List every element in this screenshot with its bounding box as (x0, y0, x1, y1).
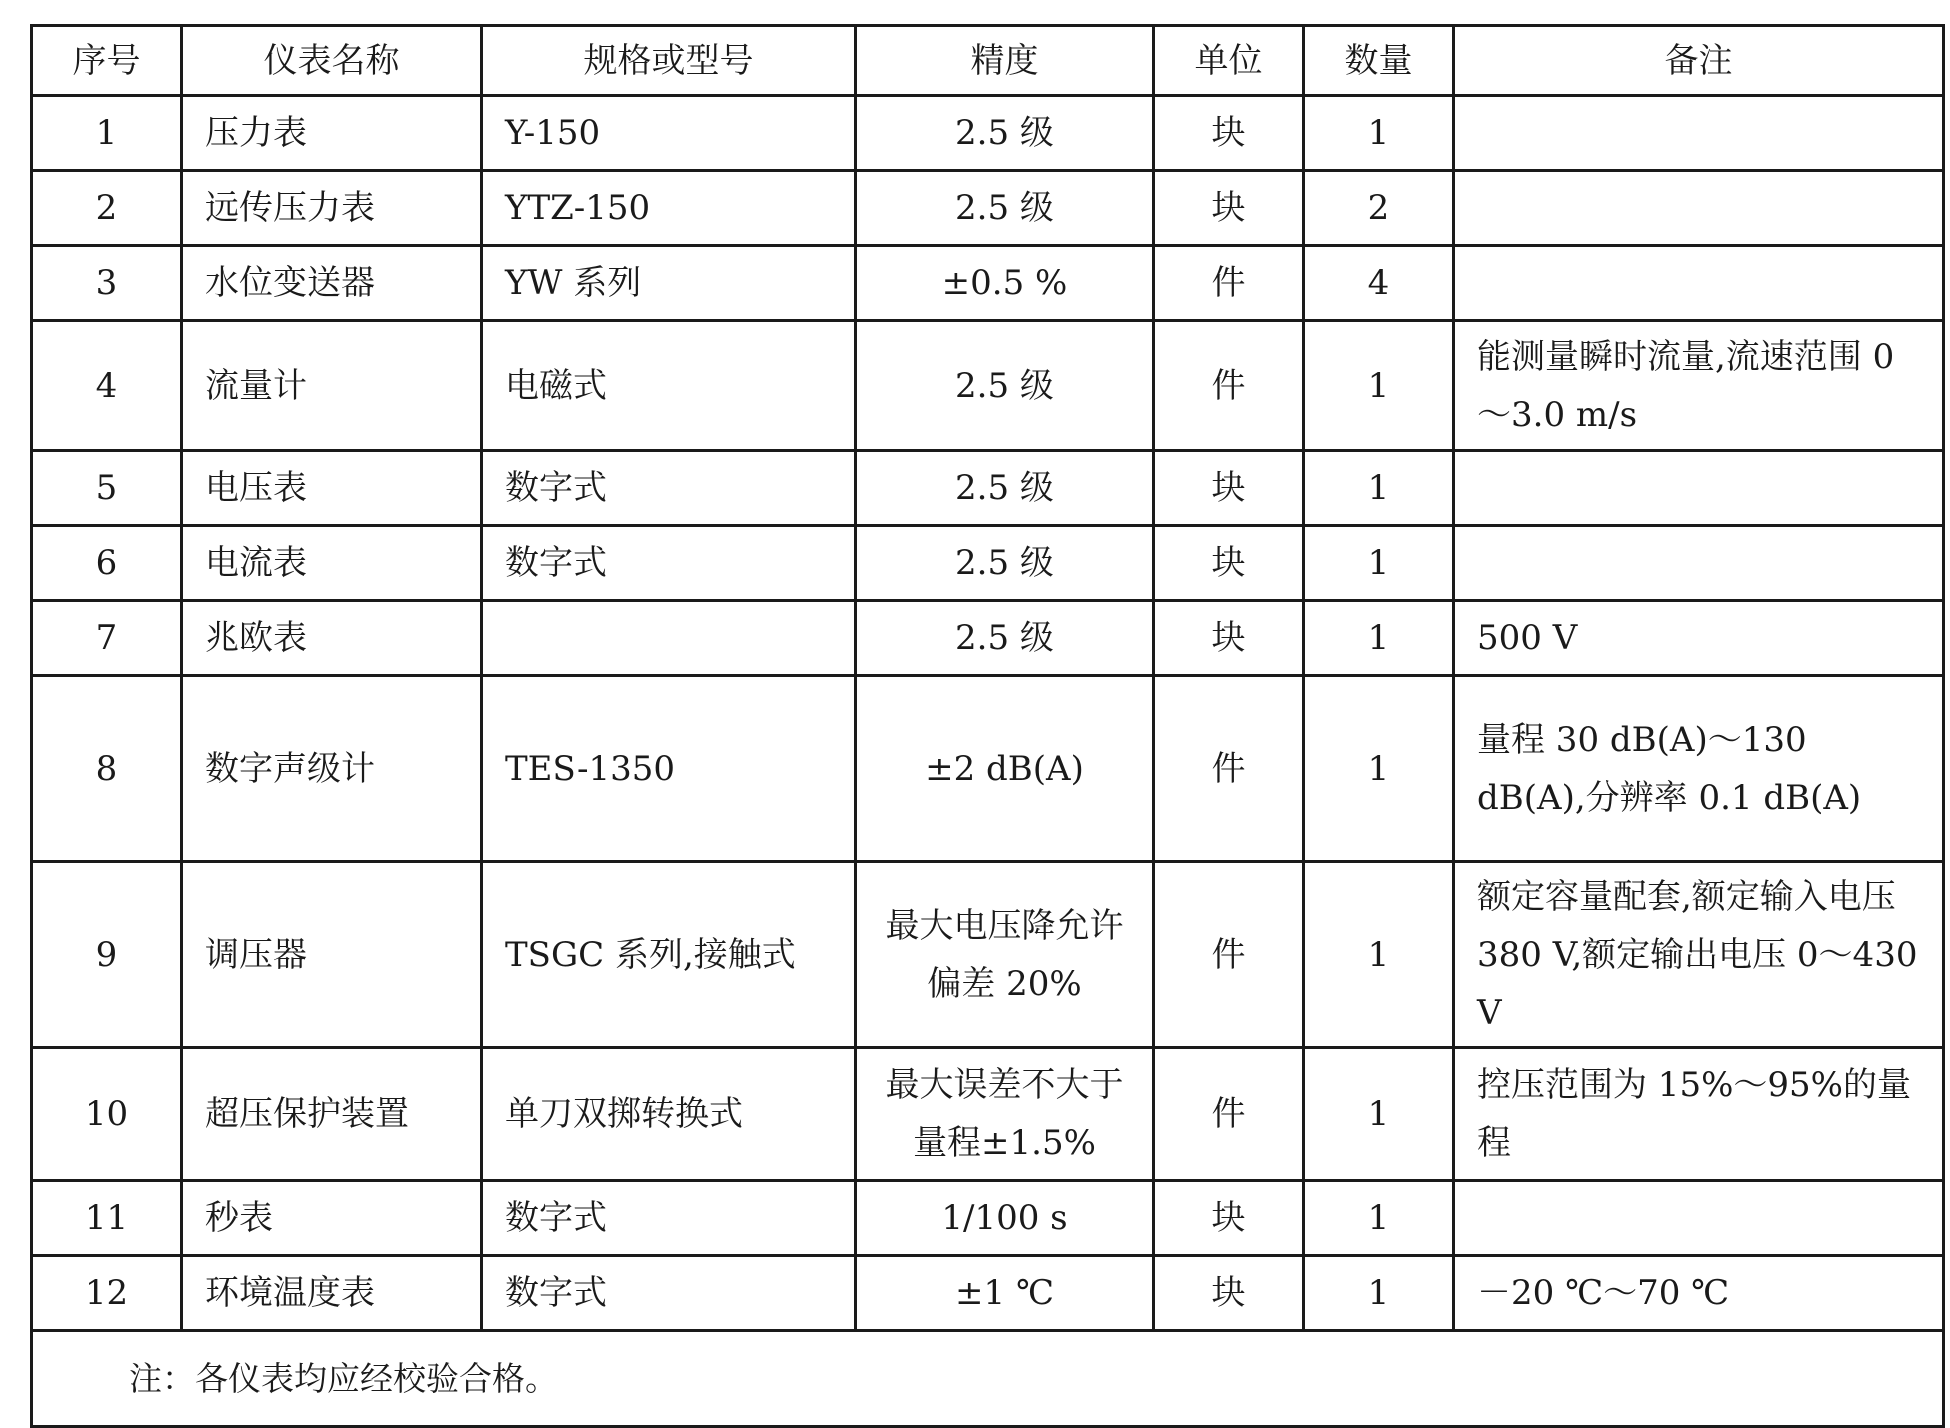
cell-qty: 1 (1304, 1181, 1454, 1256)
cell-spec: 数字式 (482, 1256, 856, 1331)
cell-unit: 块 (1154, 96, 1304, 171)
header-unit: 单位 (1154, 26, 1304, 96)
table-row (32, 1181, 1944, 1256)
cell-accuracy: 2.5 级 (856, 601, 1154, 676)
cell-accuracy: 最大误差不大于量程±1.5% (856, 1048, 1154, 1181)
cell-spec: 单刀双掷转换式 (482, 1048, 856, 1181)
cell-note: 额定容量配套,额定输入电压 380 V,额定输出电压 0～430 V (1454, 862, 1944, 1048)
cell-qty: 1 (1304, 676, 1454, 862)
cell-spec: 数字式 (482, 1181, 856, 1256)
cell-qty: 1 (1304, 451, 1454, 526)
header-note: 备注 (1454, 26, 1944, 96)
table-row (32, 451, 1944, 526)
cell-no: 10 (32, 1048, 182, 1181)
footnote-row (32, 1331, 1944, 1427)
cell-note (1454, 1181, 1944, 1256)
cell-name: 兆欧表 (182, 601, 482, 676)
cell-name: 压力表 (182, 96, 482, 171)
cell-spec: TES-1350 (482, 676, 856, 862)
cell-name: 电流表 (182, 526, 482, 601)
cell-unit: 件 (1154, 862, 1304, 1048)
table-footnote: 注：各仪表均应经校验合格。 (32, 1331, 1944, 1427)
cell-accuracy: ±1 ℃ (856, 1256, 1154, 1331)
cell-qty: 4 (1304, 246, 1454, 321)
header-spec: 规格或型号 (482, 26, 856, 96)
cell-note: 能测量瞬时流量,流速范围 0～3.0 m/s (1454, 321, 1944, 451)
cell-accuracy: ±2 dB(A) (856, 676, 1154, 862)
cell-accuracy: 2.5 级 (856, 171, 1154, 246)
cell-qty: 1 (1304, 601, 1454, 676)
cell-accuracy: ±0.5 % (856, 246, 1154, 321)
cell-unit: 块 (1154, 451, 1304, 526)
cell-spec: YW 系列 (482, 246, 856, 321)
cell-note: 500 V (1454, 601, 1944, 676)
cell-name: 水位变送器 (182, 246, 482, 321)
cell-no: 12 (32, 1256, 182, 1331)
table-row (32, 1256, 1944, 1331)
cell-name: 调压器 (182, 862, 482, 1048)
header-no: 序号 (32, 26, 182, 96)
cell-no: 2 (32, 171, 182, 246)
header-qty: 数量 (1304, 26, 1454, 96)
cell-accuracy: 2.5 级 (856, 96, 1154, 171)
cell-qty: 1 (1304, 1048, 1454, 1181)
cell-note (1454, 451, 1944, 526)
cell-unit: 块 (1154, 171, 1304, 246)
cell-unit: 件 (1154, 1048, 1304, 1181)
cell-no: 7 (32, 601, 182, 676)
cell-note (1454, 246, 1944, 321)
cell-accuracy: 2.5 级 (856, 321, 1154, 451)
cell-no: 6 (32, 526, 182, 601)
cell-spec: 电磁式 (482, 321, 856, 451)
cell-unit: 块 (1154, 1181, 1304, 1256)
cell-qty: 2 (1304, 171, 1454, 246)
table-row (32, 862, 1944, 1048)
table-row (32, 1048, 1944, 1181)
cell-accuracy: 最大电压降允许偏差 20% (856, 862, 1154, 1048)
cell-name: 流量计 (182, 321, 482, 451)
cell-unit: 件 (1154, 676, 1304, 862)
cell-qty: 1 (1304, 1256, 1454, 1331)
cell-note (1454, 96, 1944, 171)
document (30, 24, 1942, 1428)
cell-qty: 1 (1304, 526, 1454, 601)
cell-no: 5 (32, 451, 182, 526)
table-row (32, 601, 1944, 676)
cell-unit: 件 (1154, 321, 1304, 451)
header-name: 仪表名称 (182, 26, 482, 96)
cell-unit: 件 (1154, 246, 1304, 321)
cell-no: 4 (32, 321, 182, 451)
table-row (32, 321, 1944, 451)
cell-spec (482, 601, 856, 676)
cell-no: 3 (32, 246, 182, 321)
cell-accuracy: 1/100 s (856, 1181, 1154, 1256)
cell-unit: 块 (1154, 1256, 1304, 1331)
cell-accuracy: 2.5 级 (856, 526, 1154, 601)
cell-name: 超压保护装置 (182, 1048, 482, 1181)
cell-unit: 块 (1154, 601, 1304, 676)
cell-qty: 1 (1304, 862, 1454, 1048)
cell-note: 控压范围为 15%～95%的量程 (1454, 1048, 1944, 1181)
cell-note: －20 ℃～70 ℃ (1454, 1256, 1944, 1331)
cell-name: 环境温度表 (182, 1256, 482, 1331)
instrument-table (30, 24, 1945, 1428)
table-row (32, 676, 1944, 862)
cell-no: 11 (32, 1181, 182, 1256)
cell-name: 数字声级计 (182, 676, 482, 862)
cell-spec: TSGC 系列,接触式 (482, 862, 856, 1048)
cell-spec: Y-150 (482, 96, 856, 171)
cell-qty: 1 (1304, 96, 1454, 171)
cell-name: 秒表 (182, 1181, 482, 1256)
cell-note (1454, 171, 1944, 246)
header-accuracy: 精度 (856, 26, 1154, 96)
cell-name: 电压表 (182, 451, 482, 526)
table-row (32, 96, 1944, 171)
header-row (32, 26, 1944, 96)
table-row (32, 526, 1944, 601)
cell-no: 8 (32, 676, 182, 862)
cell-accuracy: 2.5 级 (856, 451, 1154, 526)
cell-qty: 1 (1304, 321, 1454, 451)
table-row (32, 246, 1944, 321)
cell-spec: 数字式 (482, 526, 856, 601)
cell-unit: 块 (1154, 526, 1304, 601)
cell-spec: 数字式 (482, 451, 856, 526)
cell-name: 远传压力表 (182, 171, 482, 246)
table-row (32, 171, 1944, 246)
cell-note (1454, 526, 1944, 601)
cell-no: 1 (32, 96, 182, 171)
cell-no: 9 (32, 862, 182, 1048)
cell-note: 量程 30 dB(A)～130 dB(A),分辨率 0.1 dB(A) (1454, 676, 1944, 862)
cell-spec: YTZ-150 (482, 171, 856, 246)
